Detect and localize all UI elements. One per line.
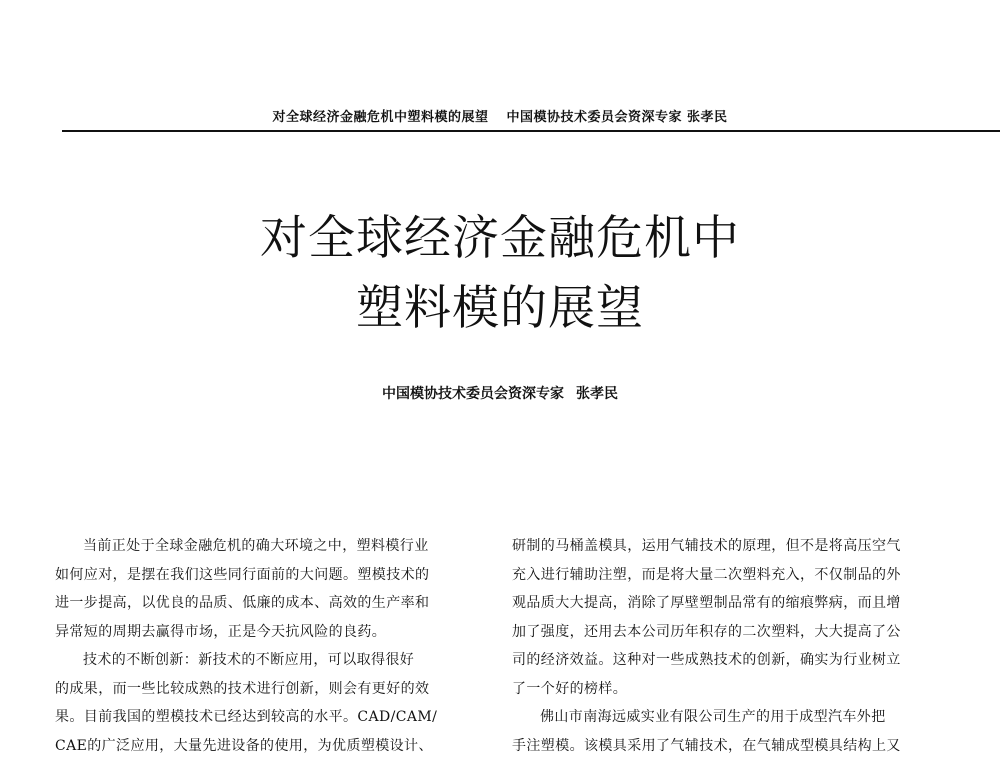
body-line: 当前正处于全球金融危机的确大环境之中，塑料模行业 [83, 538, 429, 554]
author-name: 张孝民 [576, 386, 618, 402]
body-line: 研制的马桶盖模具，运用气辅技术的原理，但不是将高压空气 [512, 538, 901, 554]
body-line: 观品质大大提高，消除了厚壁塑制品常有的缩痕弊病，而且增 [512, 595, 901, 611]
body-line: 如何应对，是摆在我们这些同行面前的大问题。塑模技术的 [55, 566, 430, 583]
body-line: 技术的不断创新：新技术的不断应用，可以取得很好 [83, 652, 415, 668]
author-affiliation: 中国模协技术委员会资深专家 [382, 386, 564, 402]
body-line: 充入进行辅助注塑，而是将大量二次塑料充入，不仅制品的外 [512, 566, 901, 583]
body-line: 异常短的周期去赢得市场，正是今天抗风险的良药。 [55, 623, 387, 640]
body-line: 司的经济效益。这种对一些成熟技术的创新，确实为行业树立 [512, 652, 901, 668]
body-line: 进一步提高，以优良的品质、低廉的成本、高效的生产率和 [55, 595, 430, 611]
title-line-1: 对全球经济金融危机中 [260, 211, 740, 266]
body-line: 的成果，而一些比较成熟的技术进行创新，则会有更好的效 [55, 680, 430, 697]
title-line-2: 塑料模的展望 [356, 281, 644, 336]
running-header-author: 中国模协技术委员会资深专家 张孝民 [506, 110, 728, 125]
header-rule [62, 130, 1000, 132]
body-column-left [55, 532, 465, 760]
running-header [0, 106, 1000, 125]
body-line: 佛山市南海远威实业有限公司生产的用于成型汽车外把 [540, 709, 886, 725]
body-line: 加了强度，还用去本公司历年积存的二次塑料，大大提高了公 [512, 623, 901, 640]
body-line: CAE的广泛应用，大量先进设备的使用，为优质塑模设计、 [55, 737, 433, 754]
author-byline [0, 383, 1000, 403]
body-column-right [512, 532, 922, 760]
article-title [0, 204, 1000, 344]
body-line: 果。目前我国的塑模技术已经达到较高的水平。CAD/CAM/ [55, 709, 438, 725]
running-header-title: 对全球经济金融危机中塑料模的展望 [272, 110, 489, 125]
body-line: 了一个好的榜样。 [512, 680, 628, 697]
body-line: 手注塑模。该模具采用了气辅技术，在气辅成型模具结构上又 [512, 737, 901, 754]
